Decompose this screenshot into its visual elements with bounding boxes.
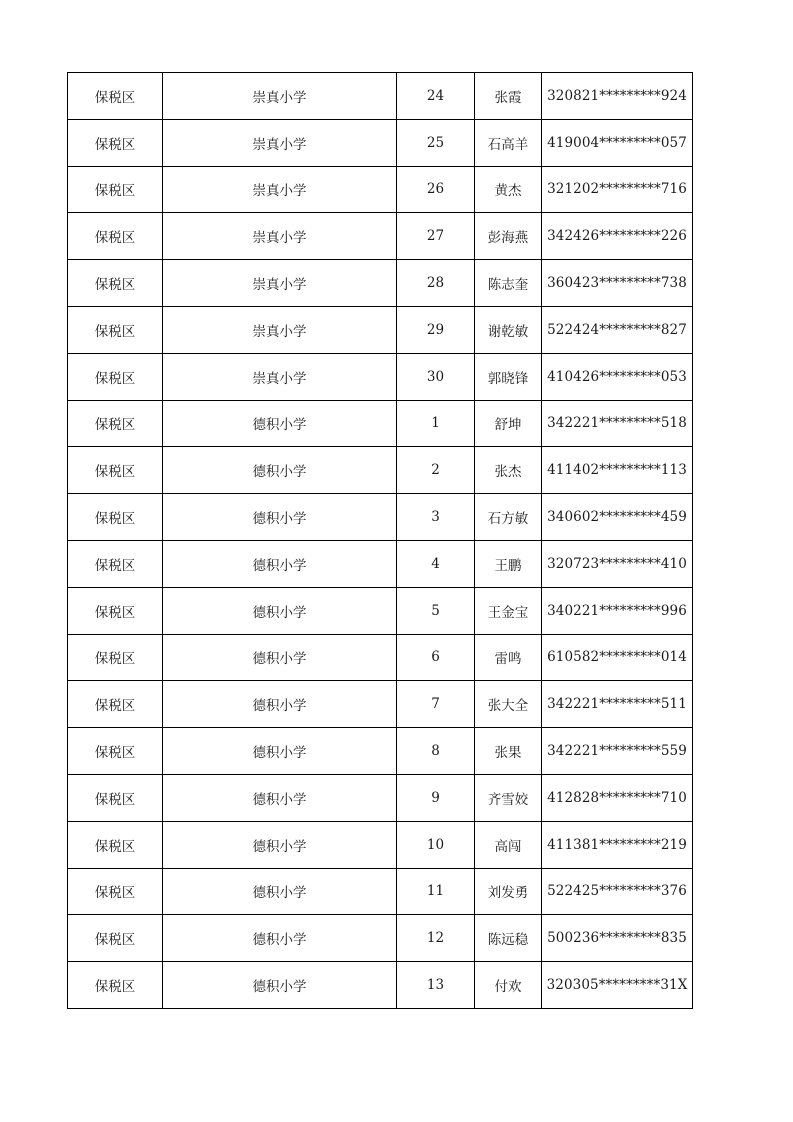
cell-number: 1 [397,400,475,447]
cell-school: 德积小学 [163,868,397,915]
table-row [68,821,693,868]
cell-school: 德积小学 [163,587,397,634]
cell-name: 张霞 [475,73,542,120]
cell-school: 德积小学 [163,447,397,494]
table-row [68,213,693,260]
cell-district: 保税区 [68,774,163,821]
table-row [68,868,693,915]
cell-id-number: 342221*********511 [542,681,693,728]
cell-name: 石高羊 [475,119,542,166]
roster-table [67,72,693,1009]
cell-number: 7 [397,681,475,728]
cell-school: 崇真小学 [163,353,397,400]
cell-id-number: 342426*********226 [542,213,693,260]
cell-name: 刘发勇 [475,868,542,915]
cell-district: 保税区 [68,400,163,447]
cell-number: 10 [397,821,475,868]
cell-id-number: 342221*********518 [542,400,693,447]
cell-number: 5 [397,587,475,634]
cell-id-number: 610582*********014 [542,634,693,681]
cell-school: 崇真小学 [163,306,397,353]
cell-school: 德积小学 [163,494,397,541]
table-row [68,400,693,447]
cell-number: 25 [397,119,475,166]
cell-school: 德积小学 [163,728,397,775]
cell-number: 6 [397,634,475,681]
table-row [68,587,693,634]
cell-number: 9 [397,774,475,821]
cell-school: 德积小学 [163,774,397,821]
cell-name: 舒坤 [475,400,542,447]
cell-number: 4 [397,540,475,587]
table-row [68,634,693,681]
cell-name: 齐雪姣 [475,774,542,821]
cell-id-number: 320305*********31X [542,962,693,1009]
cell-id-number: 500236*********835 [542,915,693,962]
cell-district: 保税区 [68,306,163,353]
cell-school: 德积小学 [163,821,397,868]
cell-district: 保税区 [68,821,163,868]
table-row [68,73,693,120]
cell-district: 保税区 [68,868,163,915]
roster-body [68,73,693,1009]
table-row [68,494,693,541]
table-row [68,962,693,1009]
cell-number: 8 [397,728,475,775]
cell-name: 张果 [475,728,542,775]
cell-school: 崇真小学 [163,119,397,166]
cell-number: 12 [397,915,475,962]
cell-number: 26 [397,166,475,213]
table-row [68,119,693,166]
cell-district: 保税区 [68,587,163,634]
cell-name: 王鹏 [475,540,542,587]
cell-name: 张大全 [475,681,542,728]
cell-district: 保税区 [68,915,163,962]
cell-school: 德积小学 [163,681,397,728]
cell-number: 24 [397,73,475,120]
table-row [68,681,693,728]
cell-number: 29 [397,306,475,353]
cell-school: 崇真小学 [163,166,397,213]
cell-school: 德积小学 [163,540,397,587]
cell-name: 黄杰 [475,166,542,213]
cell-number: 3 [397,494,475,541]
cell-name: 高闯 [475,821,542,868]
cell-id-number: 321202*********716 [542,166,693,213]
cell-id-number: 419004*********057 [542,119,693,166]
table-row [68,915,693,962]
cell-id-number: 340602*********459 [542,494,693,541]
cell-district: 保税区 [68,353,163,400]
cell-name: 谢乾敏 [475,306,542,353]
cell-number: 28 [397,260,475,307]
cell-name: 王金宝 [475,587,542,634]
cell-district: 保税区 [68,634,163,681]
table-row [68,728,693,775]
cell-name: 付欢 [475,962,542,1009]
cell-district: 保税区 [68,447,163,494]
table-row [68,774,693,821]
cell-district: 保税区 [68,260,163,307]
table-row [68,540,693,587]
cell-name: 张杰 [475,447,542,494]
table-row [68,166,693,213]
cell-school: 德积小学 [163,400,397,447]
cell-school: 德积小学 [163,962,397,1009]
cell-district: 保税区 [68,119,163,166]
cell-district: 保税区 [68,540,163,587]
cell-name: 郭晓锋 [475,353,542,400]
cell-district: 保税区 [68,962,163,1009]
cell-name: 陈志奎 [475,260,542,307]
cell-name: 雷鸣 [475,634,542,681]
cell-id-number: 320723*********410 [542,540,693,587]
cell-number: 11 [397,868,475,915]
cell-name: 石方敏 [475,494,542,541]
cell-id-number: 522424*********827 [542,306,693,353]
cell-name: 陈远稳 [475,915,542,962]
table-row [68,447,693,494]
table-row [68,306,693,353]
cell-id-number: 342221*********559 [542,728,693,775]
cell-number: 2 [397,447,475,494]
cell-id-number: 522425*********376 [542,868,693,915]
table-row [68,260,693,307]
cell-id-number: 412828*********710 [542,774,693,821]
cell-school: 德积小学 [163,915,397,962]
cell-district: 保税区 [68,213,163,260]
cell-id-number: 320821*********924 [542,73,693,120]
cell-number: 30 [397,353,475,400]
cell-school: 崇真小学 [163,260,397,307]
cell-id-number: 411381*********219 [542,821,693,868]
cell-id-number: 360423*********738 [542,260,693,307]
cell-district: 保税区 [68,73,163,120]
cell-district: 保税区 [68,494,163,541]
cell-school: 崇真小学 [163,213,397,260]
cell-district: 保税区 [68,728,163,775]
cell-name: 彭海燕 [475,213,542,260]
cell-district: 保税区 [68,166,163,213]
cell-number: 13 [397,962,475,1009]
cell-school: 崇真小学 [163,73,397,120]
cell-id-number: 410426*********053 [542,353,693,400]
cell-school: 德积小学 [163,634,397,681]
cell-number: 27 [397,213,475,260]
cell-id-number: 411402*********113 [542,447,693,494]
cell-district: 保税区 [68,681,163,728]
cell-id-number: 340221*********996 [542,587,693,634]
table-row [68,353,693,400]
